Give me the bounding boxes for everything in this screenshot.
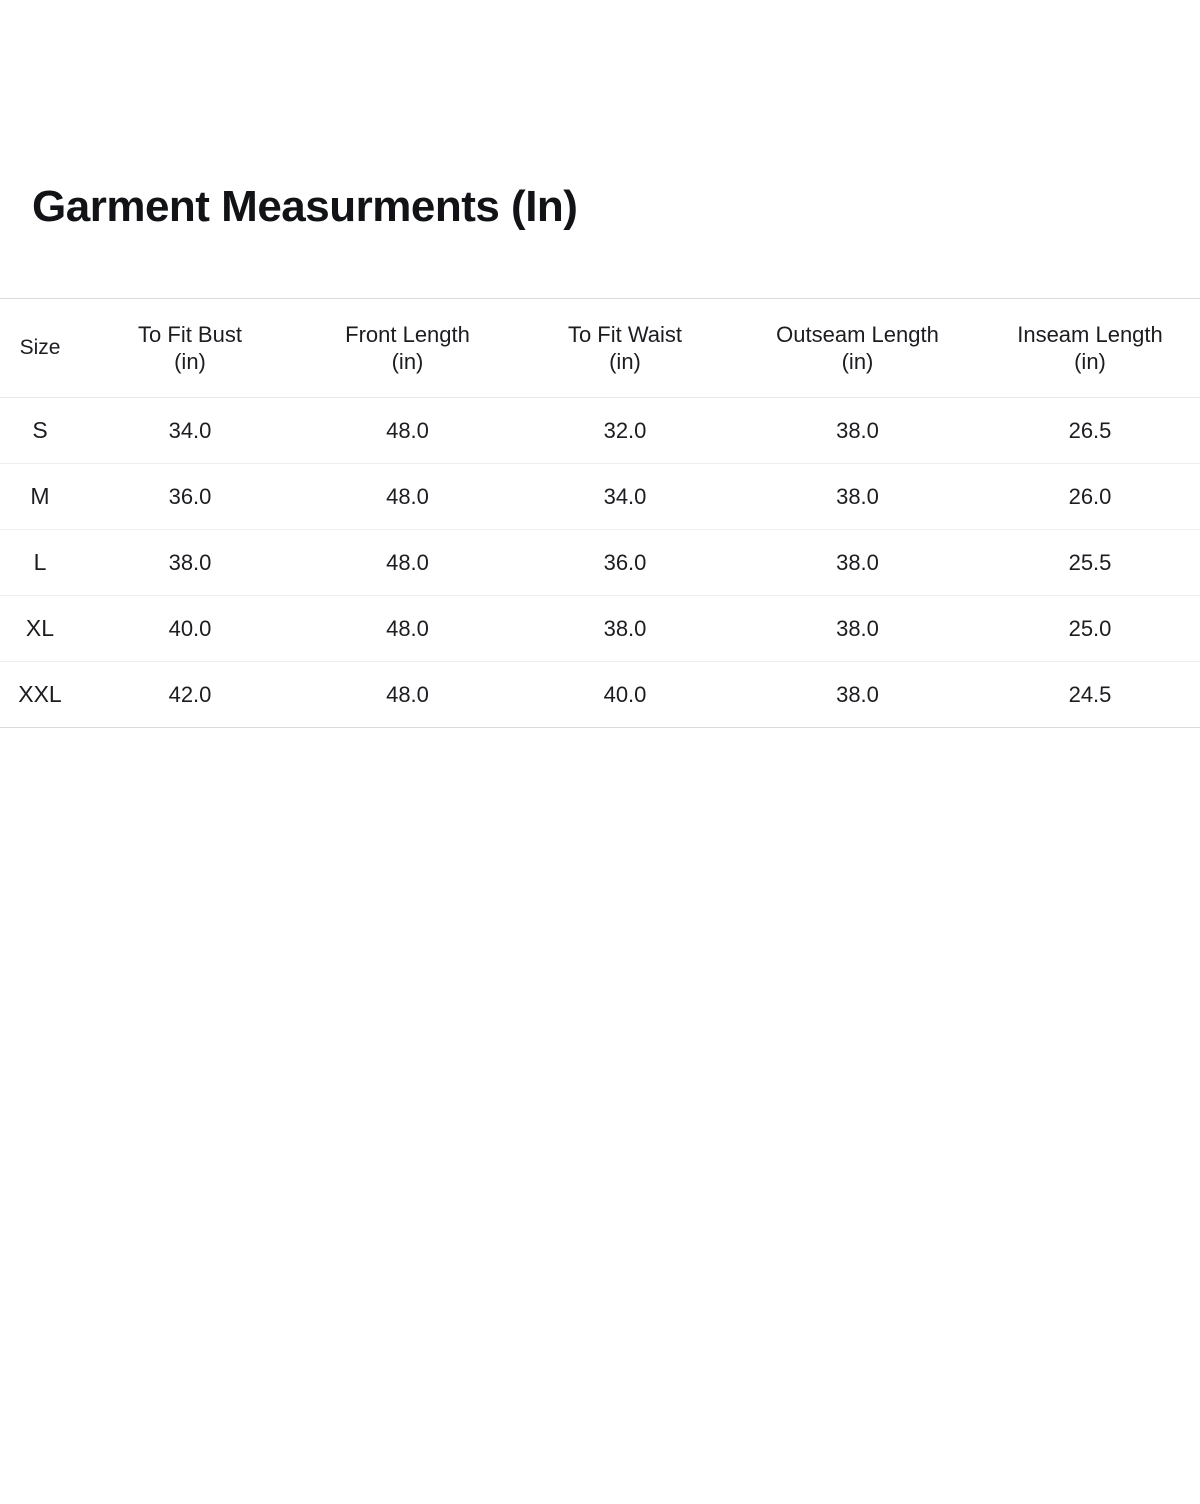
table-row <box>0 662 1200 728</box>
table-row <box>0 530 1200 596</box>
column-header-inseam-length-unit: (in) <box>1074 349 1106 374</box>
cell-size: L <box>33 549 47 575</box>
cell-size: M <box>30 483 50 509</box>
cell-to-fit-waist: 38.0 <box>603 615 647 641</box>
cell-to-fit-waist: 36.0 <box>603 549 647 575</box>
cell-inseam-length: 24.5 <box>1068 681 1112 707</box>
cell-to-fit-bust: 38.0 <box>168 549 212 575</box>
column-header-to-fit-bust <box>80 299 300 398</box>
cell-inseam-length: 26.0 <box>1068 483 1112 509</box>
cell-outseam-length: 38.0 <box>836 615 879 641</box>
table-row <box>0 398 1200 464</box>
table-row <box>0 464 1200 530</box>
cell-outseam-length: 38.0 <box>836 681 879 707</box>
cell-size: XXL <box>18 681 62 707</box>
cell-front-length: 48.0 <box>386 681 429 707</box>
measurements-table-container <box>0 298 1200 728</box>
cell-outseam-length: 38.0 <box>836 549 879 575</box>
cell-to-fit-waist: 32.0 <box>603 417 647 443</box>
table-row <box>0 596 1200 662</box>
column-header-size <box>0 299 80 398</box>
cell-front-length: 48.0 <box>386 549 429 575</box>
cell-size: XL <box>25 615 55 641</box>
column-header-front-length-unit: (in) <box>391 349 424 374</box>
column-header-to-fit-waist-label: To Fit Waist <box>567 321 683 347</box>
column-header-front-length-label: Front Length <box>345 321 470 347</box>
cell-to-fit-waist: 40.0 <box>603 681 647 707</box>
cell-outseam-length: 38.0 <box>836 417 879 443</box>
column-header-to-fit-waist <box>515 299 735 398</box>
column-header-inseam-length-label: Inseam Length <box>1017 321 1163 347</box>
cell-front-length: 48.0 <box>386 615 429 641</box>
cell-outseam-length: 38.0 <box>836 483 879 509</box>
column-header-inseam-length <box>980 299 1200 398</box>
table-body <box>0 398 1200 728</box>
table-header <box>0 299 1200 398</box>
cell-to-fit-bust: 36.0 <box>168 483 212 509</box>
measurements-table <box>0 298 1200 728</box>
column-header-to-fit-bust-label: To Fit Bust <box>138 321 242 347</box>
table-header-row <box>0 299 1200 398</box>
cell-to-fit-bust: 34.0 <box>168 417 212 443</box>
column-header-outseam-length <box>735 299 980 398</box>
cell-front-length: 48.0 <box>386 483 429 509</box>
column-header-outseam-length-label: Outseam Length <box>776 321 939 347</box>
cell-to-fit-waist: 34.0 <box>603 483 647 509</box>
cell-to-fit-bust: 40.0 <box>168 615 212 641</box>
cell-to-fit-bust: 42.0 <box>168 681 212 707</box>
cell-inseam-length: 25.0 <box>1068 615 1112 641</box>
cell-inseam-length: 25.5 <box>1068 549 1112 575</box>
column-header-front-length <box>300 299 515 398</box>
cell-front-length: 48.0 <box>386 417 429 443</box>
cell-inseam-length: 26.5 <box>1068 417 1112 443</box>
page-title: Garment Measurments (In) <box>32 182 578 231</box>
column-header-to-fit-bust-unit: (in) <box>174 349 206 374</box>
cell-size: S <box>32 417 48 443</box>
column-header-size-label: Size <box>19 335 61 359</box>
column-header-outseam-length-unit: (in) <box>841 349 874 374</box>
column-header-to-fit-waist-unit: (in) <box>609 349 641 374</box>
